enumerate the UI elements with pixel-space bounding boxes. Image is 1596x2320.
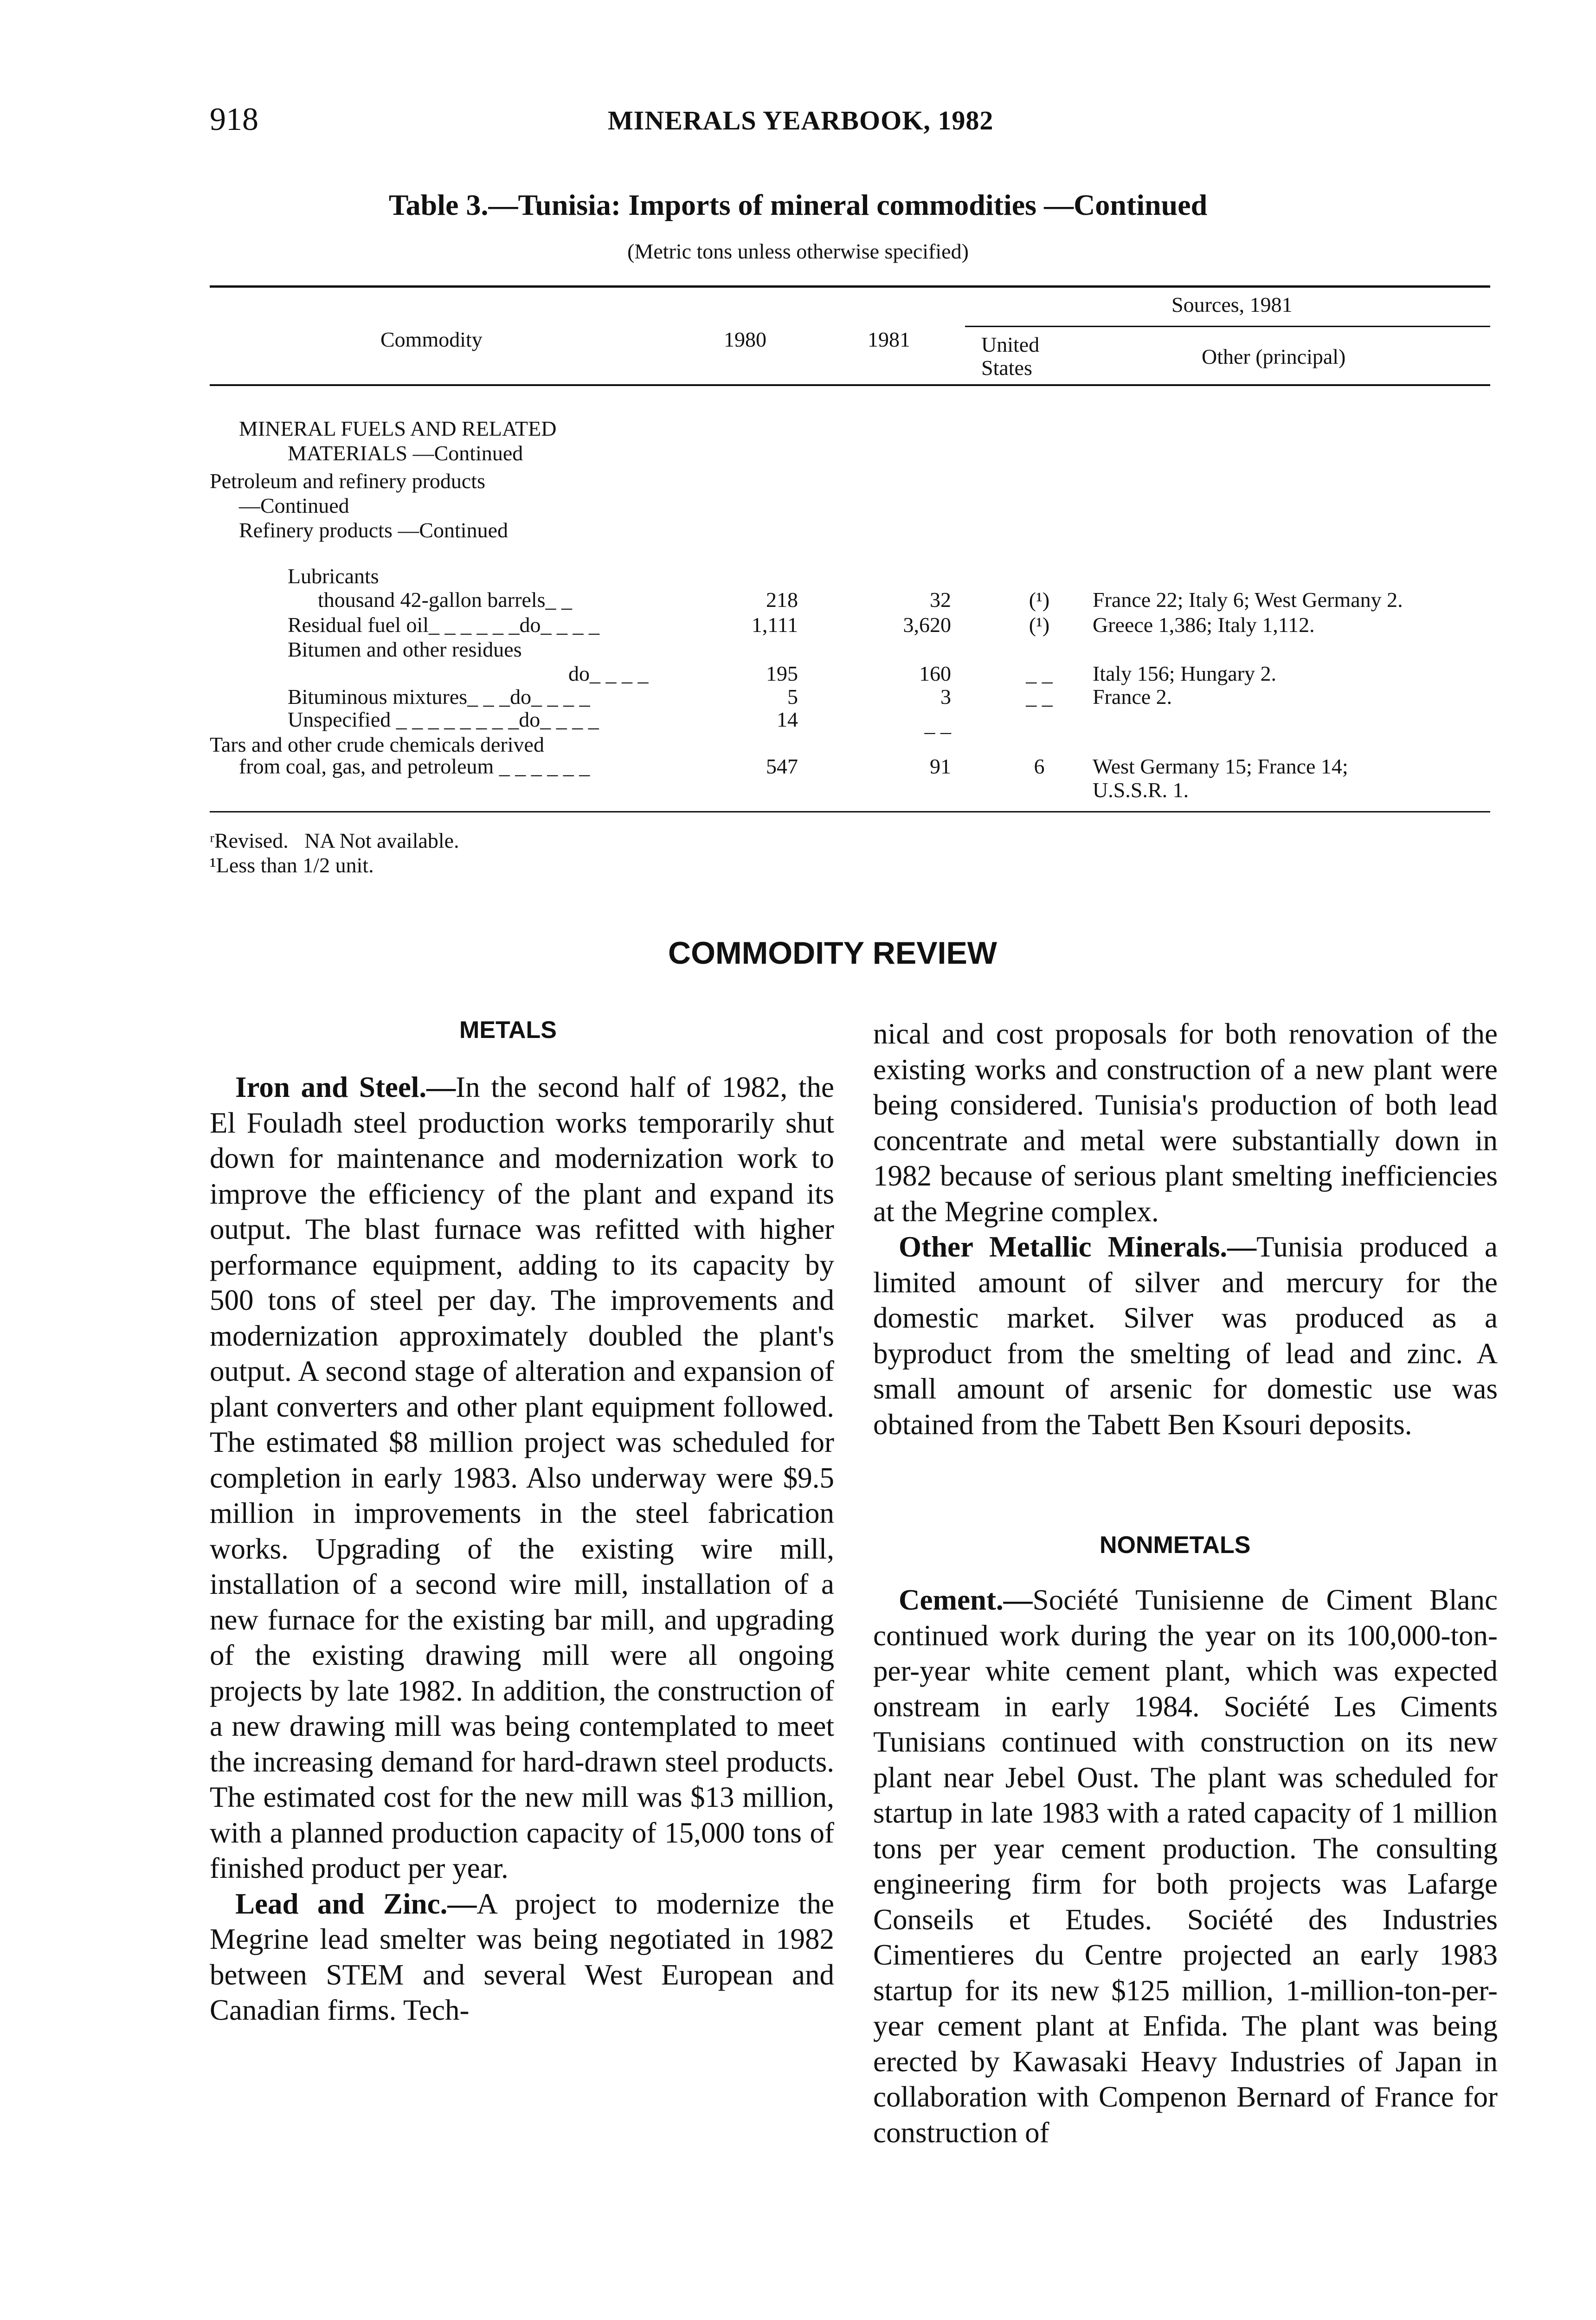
section-label: Refinery products —Continued: [239, 518, 508, 542]
table-cell-1981: 160: [919, 662, 951, 685]
table-cell-1981: 3,620: [903, 613, 951, 637]
table-cell-other: France 2.: [1093, 685, 1172, 709]
other-metallic-paragraph: [873, 1229, 1498, 1442]
left-column: [210, 1070, 834, 2028]
table-cell-1980: 547: [766, 754, 798, 778]
table-cell-other: France 22; Italy 6; West Germany 2.: [1093, 588, 1403, 612]
paragraph-text: Société Tunisienne de Ciment Blanc continued work during the year on its 100,000-ton-per-year white cement plant, which was expected onstream in early 1984. Société Les Ciments Tunisians continued with construction on its new plant near Jebel Oust. The plant was scheduled for startup in late 1983 with a rated capacity of 1 million tons per year cement production. The consulting engineering firm for both projects was Lafarge Conseils et Etudes. Société des Industries Cimentieres du Centre projected an early 1983 startup for its new $125 million, 1-million-ton-per-year cement plant at Enfida. The plant was being erected by Kawasaki Heavy Industries of Japan in collaboration with Compenon Bernard of France for construction of: [873, 1584, 1498, 2149]
table-cell-us: _ _: [1026, 685, 1053, 709]
table-cell-other: West Germany 15; France 14;: [1093, 754, 1348, 778]
table-subtitle: (Metric tons unless otherwise specified): [627, 239, 969, 263]
paragraph-text: A project to modernize the Megrine lead smelter was being negotiated in 1982 between STEM and several West European and Canadian firms. Tech-: [210, 1887, 834, 2026]
section-label: Petroleum and refinery products: [210, 469, 485, 493]
lead-zinc-continued: nical and cost proposals for both renovation of the existing works and construction of a new plant were being considered. Tunisia's production of both lead concentrate and metal were substantially down in 1982 because of serious plant smelting inefficiencies at the Megrine complex.: [873, 1018, 1498, 1228]
iron-steel-paragraph: [210, 1070, 834, 1886]
table-cell-other: U.S.S.R. 1.: [1093, 778, 1189, 802]
sources-rule: [965, 326, 1490, 327]
table-row-label: thousand 42-gallon barrels_ _: [318, 588, 573, 612]
header-united-states: [981, 333, 1039, 380]
header-states: States: [981, 356, 1032, 380]
footnote: ʳRevised. NA Not available.: [210, 829, 459, 852]
right-column-lower: [873, 1582, 1498, 2150]
commodity-review-heading: COMMODITY REVIEW: [668, 935, 997, 971]
table-row-label: Bituminous mixtures_ _ _do_ _ _ _: [288, 685, 590, 709]
header-1981: 1981: [868, 328, 910, 351]
table-row-label: Unspecified _ _ _ _ _ _ _ _do_ _ _ _: [288, 708, 599, 731]
run-in-head: Lead and Zinc.—: [235, 1887, 477, 1920]
section-label: MINERAL FUELS AND RELATED: [239, 417, 557, 440]
table-cell-us: _ _: [1026, 662, 1053, 685]
table-row-label: from coal, gas, and petroleum _ _ _ _ _ _: [239, 754, 590, 778]
running-head: MINERALS YEARBOOK, 1982: [608, 105, 994, 135]
header-sources: Sources, 1981: [1171, 293, 1293, 316]
table-cell-other: Italy 156; Hungary 2.: [1093, 662, 1277, 685]
table-row-label: Tars and other crude chemicals derived: [210, 733, 544, 756]
table-bottom-rule: [210, 811, 1490, 812]
lead-zinc-paragraph: [210, 1886, 834, 2028]
table-cell-1981: 91: [930, 754, 951, 778]
table-cell-other: Greece 1,386; Italy 1,112.: [1093, 613, 1315, 637]
run-in-head: Iron and Steel.—: [235, 1071, 456, 1103]
table-cell-1980: 218: [766, 588, 798, 612]
nonmetals-heading: NONMETALS: [1100, 1532, 1251, 1559]
metals-heading: METALS: [459, 1017, 557, 1044]
paragraph-text: Tunisia produced a limited amount of silver and mercury for the domestic market. Silver was produced as a byproduct from the smelting of lead and zinc. A small amount of arsenic for domestic use was obtained from the Tabett Ben Ksouri deposits.: [873, 1231, 1498, 1441]
table-row-label: Bitumen and other residues: [288, 638, 522, 661]
table-cell-1980: 195: [766, 662, 798, 685]
table-cell-1980: 5: [787, 685, 798, 709]
section-label: MATERIALS —Continued: [288, 441, 523, 465]
header-commodity: Commodity: [380, 328, 483, 351]
cement-paragraph: [873, 1582, 1498, 2150]
table-title: Table 3.—Tunisia: Imports of mineral commodities —Continued: [388, 188, 1208, 221]
table-cell-1980: 14: [777, 708, 798, 731]
table-row-label: Residual fuel oil_ _ _ _ _ _do_ _ _ _: [288, 613, 600, 637]
run-in-head: Cement.—: [899, 1584, 1033, 1616]
run-in-head: Other Metallic Minerals.—: [899, 1231, 1257, 1263]
table-header-rule: [210, 384, 1490, 386]
section-label: Lubricants: [288, 564, 379, 588]
table-row-label: do_ _ _ _: [568, 662, 649, 685]
table-cell-1981: 32: [930, 588, 951, 612]
footnote: ¹Less than 1/2 unit.: [210, 853, 374, 877]
table-cell-1980: 1,111: [751, 613, 798, 637]
right-column: [873, 1016, 1498, 1442]
table-cell-us: (¹): [1029, 613, 1050, 637]
table-cell-1981: _ _: [924, 712, 951, 736]
table-cell-us: 6: [1034, 754, 1045, 778]
table-top-rule: [210, 285, 1490, 288]
header-1980: 1980: [724, 328, 766, 351]
section-label: —Continued: [239, 494, 349, 517]
table-cell-1981: 3: [940, 685, 951, 709]
header-united: United: [981, 333, 1040, 356]
paragraph-text: In the second half of 1982, the El Fouladh steel production works temporarily shut down for maintenance and modernization work to improve the efficiency of the plant and expand its output. The blast furnace was refitted with higher performance equipment, adding to its capacity by 500 tons of steel per day. The improvements and modernization approximately doubled the plant's output. A second stage of alteration and expansion of plant converters and other plant equipment followed. The estimated $8 million project was scheduled for completion in early 1983. Also underway were $9.5 million in improvements in the steel fabrication works. Upgrading of the existing wire mill, installation of a second wire mill, installation of a new furnace for the existing bar mill, and upgrading of the existing drawing mill were all ongoing projects by late 1982. In addition, the construction of a new drawing mill was being contemplated to meet the increasing demand for hard-drawn steel products. The estimated cost for the new mill was $13 million, with a planned production capacity of 15,000 tons of finished product per year.: [210, 1071, 834, 1884]
page-number: 918: [210, 102, 258, 137]
header-other-principal: Other (principal): [1202, 345, 1346, 368]
table-cell-us: (¹): [1029, 588, 1050, 612]
